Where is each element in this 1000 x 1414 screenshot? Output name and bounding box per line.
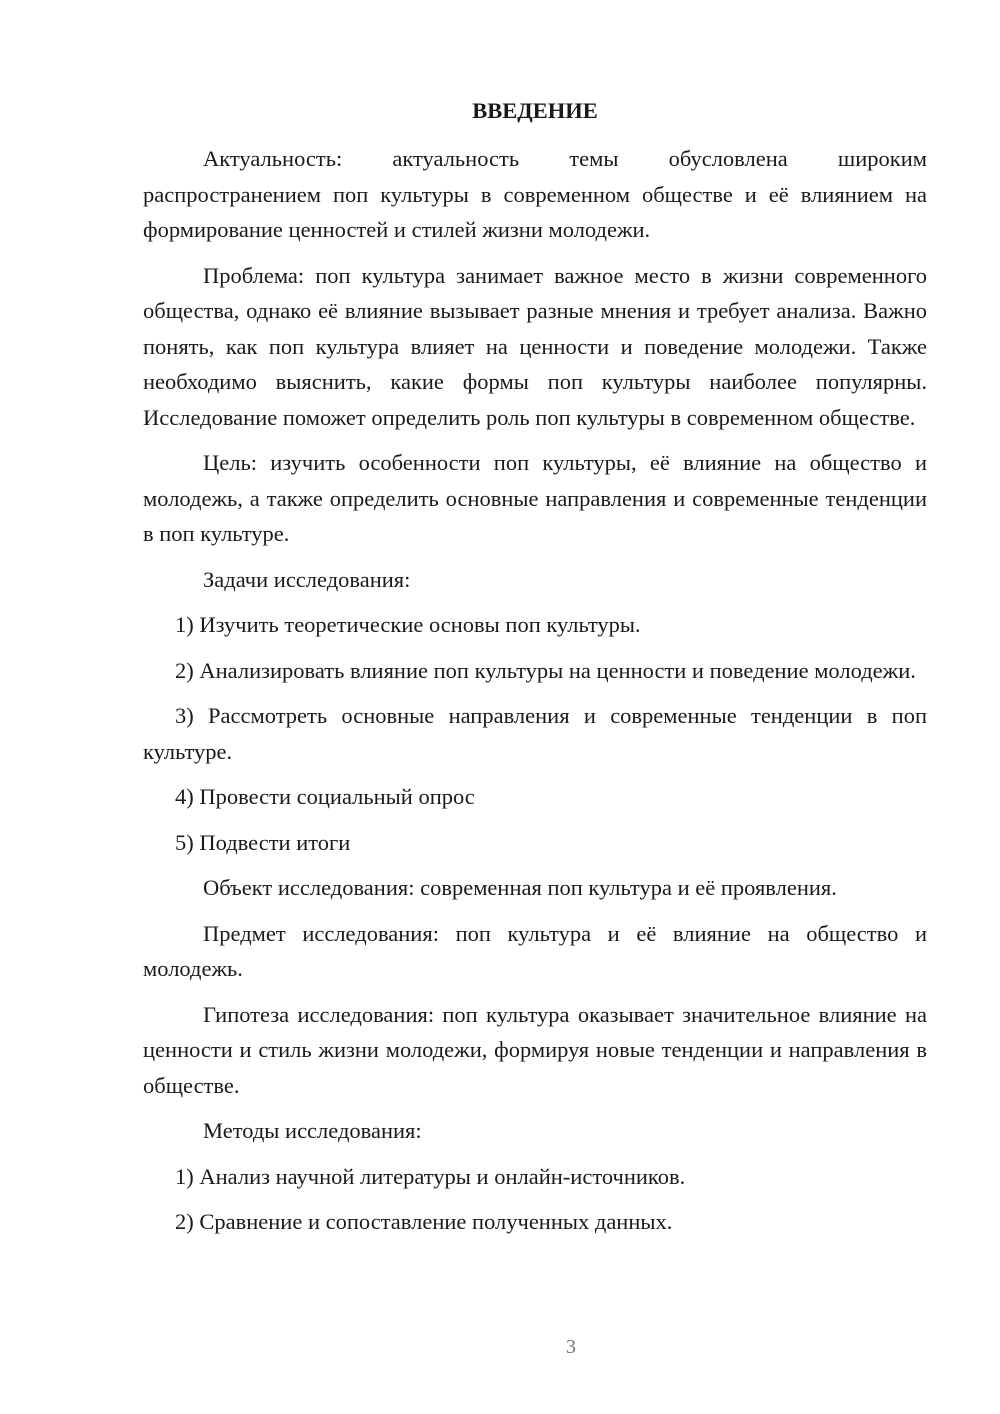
task-item: 1) Изучить теоретические основы поп культуры. xyxy=(175,612,641,637)
paragraph-subject: Предмет исследования: поп культура и её влияние на общество и молодежь. xyxy=(143,920,927,981)
task-item: 5) Подвести итоги xyxy=(175,829,351,855)
method-item: 1) Анализ научной литературы и онлайн-источников. xyxy=(175,1163,686,1189)
paragraph-object: Объект исследования: современная поп культура и её проявления. xyxy=(203,875,837,900)
document-title: ВВЕДЕНИЕ xyxy=(472,98,598,123)
paragraph-problem: Проблема: поп культура занимает важное место в жизни современного общества, однако её влияние вызывает разные мнения и требует анализа. Важно понять, как поп культура влияет на ценности и поведение молодежи. Также необходимо выяснить, какие формы поп культуры наиболее популярны. Исследование поможет определить роль поп культуры в современном обществе. xyxy=(143,262,927,430)
task-item: 2) Анализировать влияние поп культуры на ценности и поведение молодежи. xyxy=(175,657,916,683)
paragraph-methods-heading: Методы исследования: xyxy=(203,1118,422,1143)
paragraph-hypothesis: Гипотеза исследования: поп культура оказывает значительное влияние на ценности и стиль жизни молодежи, формируя новые тенденции и направления в обществе. xyxy=(143,1001,927,1098)
page-number: 3 xyxy=(566,1336,576,1358)
method-item: 2) Сравнение и сопоставление полученных данных. xyxy=(175,1209,673,1234)
task-item: 3) Рассмотреть основные направления и современные тенденции в поп культуре. xyxy=(143,703,927,764)
paragraph-tasks-heading: Задачи исследования: xyxy=(203,566,411,592)
paragraph-relevance: Актуальность: актуальность темы обусловлена широким распространением поп культуры в современном обществе и её влиянием на формирование ценностей и стилей жизни молодежи. xyxy=(143,146,927,242)
paragraph-goal: Цель: изучить особенности поп культуры, её влияние на общество и молодежь, а также определить основные направления и современные тенденции в поп культуре. xyxy=(143,450,927,546)
task-item: 4) Провести социальный опрос xyxy=(175,784,475,809)
document-page xyxy=(143,95,927,1250)
